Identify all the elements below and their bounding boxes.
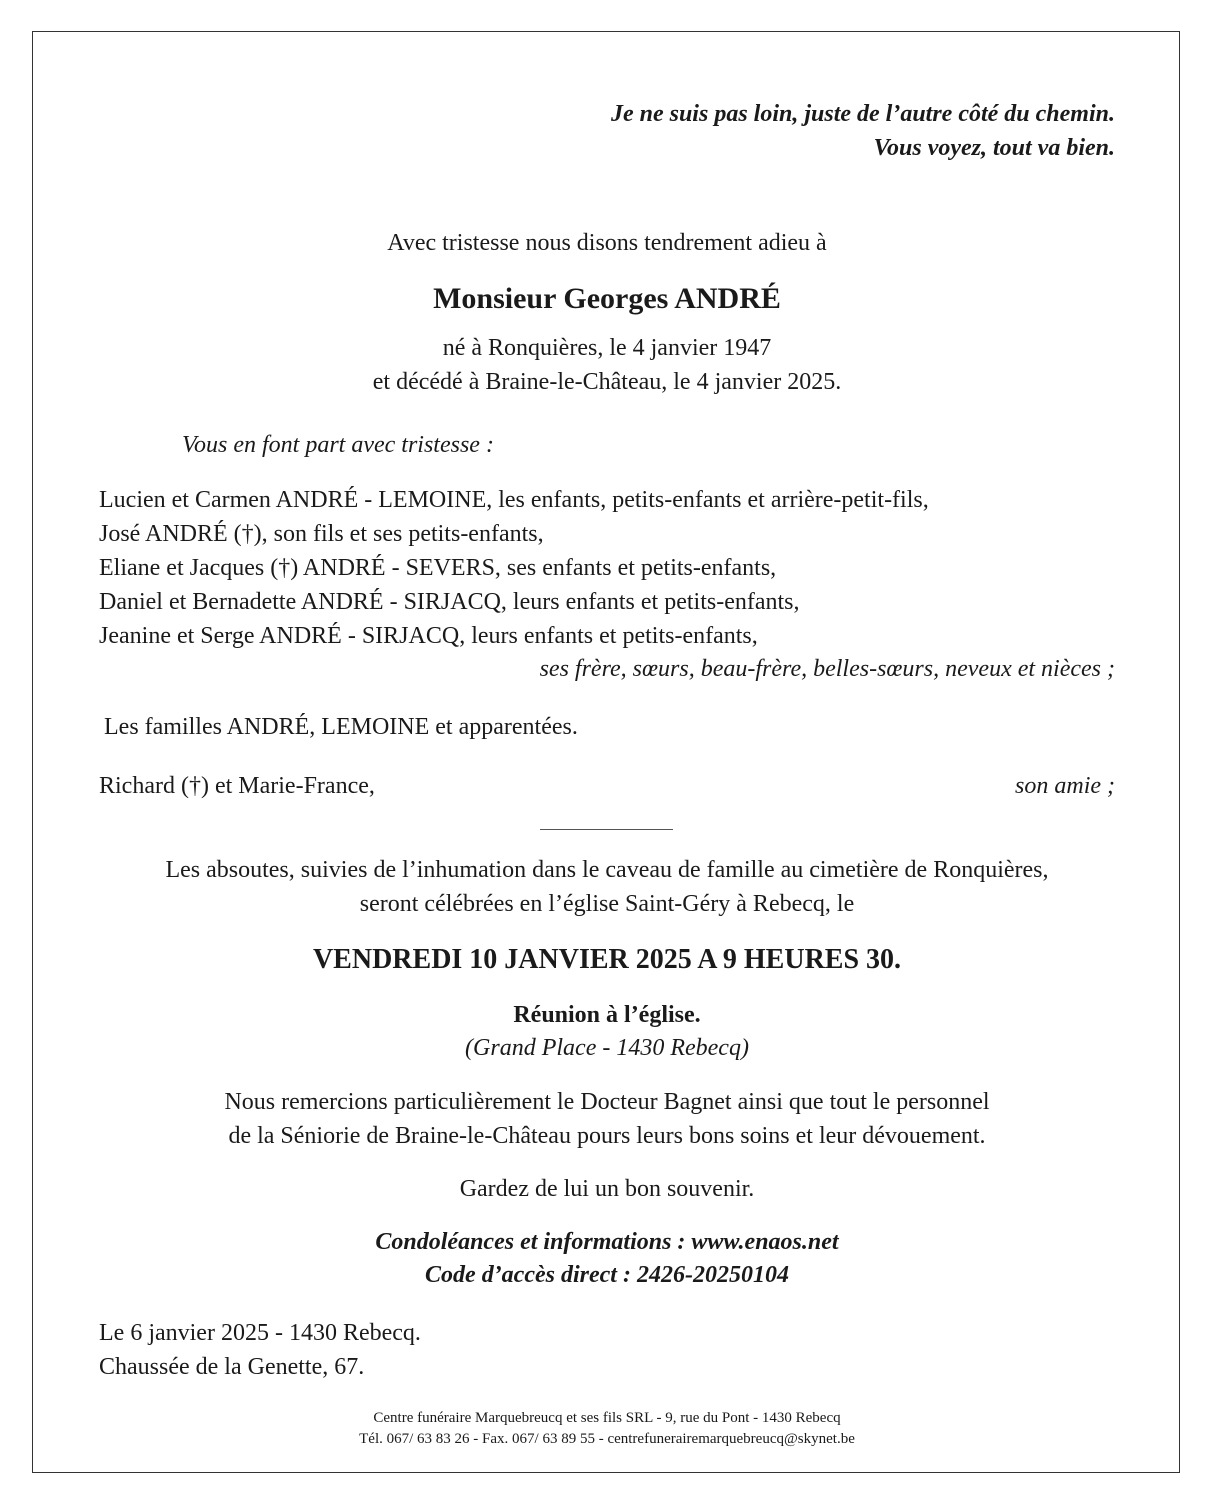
family-member: Jeanine et Serge ANDRÉ - SIRJACQ, leurs enfants et petits-enfants, <box>99 623 758 649</box>
thanks-line-2: de la Séniorie de Braine-le-Château pours leurs bons soins et leur dévouement. <box>228 1123 986 1149</box>
friends-relation: son amie ; <box>1015 773 1115 799</box>
ceremony-line-2: seront célébrées en l’église Saint-Géry à Rebecq, le <box>359 891 855 917</box>
funeral-home-line-1: Centre funéraire Marquebreucq et ses fils SRL - 9, rue du Pont - 1430 Rebecq <box>373 1410 841 1426</box>
access-code: Code d’accès direct : 2426-20250104 <box>425 1262 789 1288</box>
meeting-place: Réunion à l’église. <box>513 1002 701 1028</box>
family-member: Lucien et Carmen ANDRÉ - LEMOINE, les enfants, petits-enfants et arrière-petit-fils, <box>99 487 929 513</box>
epigraph-line-1: Je ne suis pas loin, juste de l’autre côté du chemin. <box>610 101 1115 127</box>
intro-text: Avec tristesse nous disons tendrement adieu à <box>387 230 827 256</box>
ceremony-line-1: Les absoutes, suivies de l’inhumation dans le caveau de famille au cimetière de Ronquières, <box>165 857 1049 883</box>
family-member: José ANDRÉ (†), son fils et ses petits-enfants, <box>99 521 544 547</box>
meeting-address: (Grand Place - 1430 Rebecq) <box>465 1035 749 1061</box>
thanks-line-1: Nous remercions particulièrement le Docteur Bagnet ainsi que tout le personnel <box>224 1089 990 1115</box>
souvenir-text: Gardez de lui un bon souvenir. <box>459 1176 755 1202</box>
funeral-home-line-2: Tél. 067/ 63 83 26 - Fax. 067/ 63 89 55 - centrefunerairemarquebreucq@skynet.be <box>359 1431 855 1447</box>
family-heading: Vous en font part avec tristesse : <box>182 432 494 458</box>
friends-names: Richard (†) et Marie-France, <box>99 773 375 799</box>
epigraph-line-2: Vous voyez, tout va bien. <box>873 135 1115 161</box>
deceased-name: Monsieur Georges ANDRÉ <box>433 282 781 315</box>
birth-info: né à Ronquières, le 4 janvier 1947 <box>442 335 772 361</box>
family-member: Daniel et Bernadette ANDRÉ - SIRJACQ, leurs enfants et petits-enfants, <box>99 589 800 615</box>
condolences-line-1: Condoléances et informations : www.enaos.net <box>375 1229 839 1255</box>
section-divider <box>540 829 673 830</box>
street-address: Chaussée de la Genette, 67. <box>99 1354 365 1380</box>
ceremony-datetime: VENDREDI 10 JANVIER 2025 A 9 HEURES 30. <box>312 944 902 975</box>
family-relation: ses frère, sœurs, beau-frère, belles-sœurs, neveux et nièces ; <box>539 656 1115 682</box>
date-place: Le 6 janvier 2025 - 1430 Rebecq. <box>99 1320 421 1346</box>
death-info: et décédé à Braine-le-Château, le 4 janvier 2025. <box>372 369 842 395</box>
family-member: Eliane et Jacques (†) ANDRÉ - SEVERS, ses enfants et petits-enfants, <box>99 555 777 581</box>
families-line: Les familles ANDRÉ, LEMOINE et apparentées. <box>104 714 578 740</box>
